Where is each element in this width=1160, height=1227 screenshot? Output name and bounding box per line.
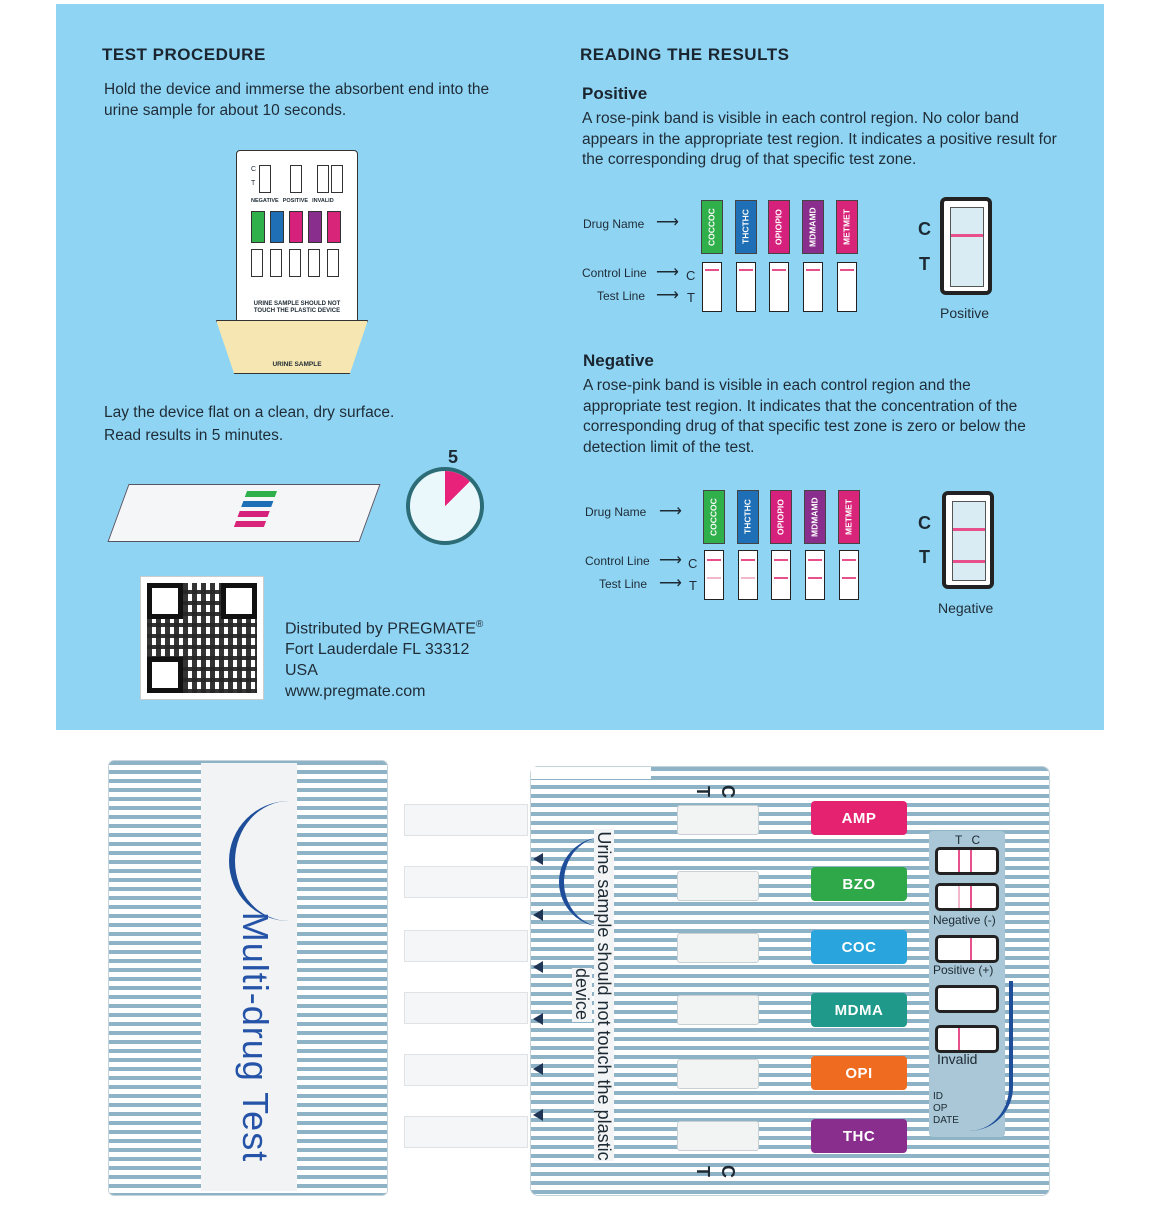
absorbent-strip-5 — [404, 1054, 528, 1086]
test-band — [707, 577, 721, 579]
neg-test-arrow-icon: ⟶ — [659, 575, 682, 592]
key-negative-cassette-1 — [935, 847, 999, 875]
pos-test-arrow-icon: ⟶ — [656, 287, 679, 304]
distributor-block — [285, 614, 483, 702]
pos-c-letter: C — [686, 268, 696, 283]
pos-drug-tag-2: THCTHC — [735, 200, 757, 254]
timer-sector — [410, 471, 480, 541]
result-window-4 — [677, 995, 759, 1025]
key-negative-label: Negative (-) — [933, 913, 996, 927]
distributor-website[interactable]: www.pregmate.com — [285, 683, 426, 701]
dip-arrow-icon — [533, 961, 543, 973]
neg-control-band — [953, 528, 985, 531]
device-drug-2 — [270, 211, 284, 243]
dip-arrow-icon — [533, 1109, 543, 1121]
neg-well-2 — [738, 550, 758, 600]
key-positive-cassette — [935, 935, 999, 963]
flat-drug-2 — [241, 501, 273, 507]
key-id-block — [933, 1091, 959, 1127]
pos-drug-tag-4: MDMAMD — [802, 200, 824, 254]
cassette-body — [530, 766, 1050, 1196]
results-title: READING THE RESULTS — [580, 45, 790, 64]
device-window-4 — [308, 249, 320, 277]
device-illustration — [236, 150, 358, 328]
absorbent-strip-3 — [404, 930, 528, 962]
device-window-5 — [327, 249, 339, 277]
cassette-cap — [108, 760, 388, 1196]
body-c-top: C — [718, 785, 738, 798]
instruction-card — [56, 4, 1104, 730]
pos-drug-tag-5: METMET — [836, 200, 858, 254]
neg-control-label: Control Line — [585, 554, 650, 568]
drug-tag-mdma: MDMA — [811, 993, 907, 1027]
distributor-line1: Distributed by PREGMATE — [285, 620, 476, 638]
pos-test-label: Test Line — [597, 289, 646, 303]
result-window-2 — [677, 871, 759, 901]
device-legend — [251, 198, 351, 204]
pos-big-c: C — [918, 219, 931, 239]
pos-big-t: T — [919, 254, 930, 274]
key-swoosh-icon — [969, 981, 1013, 1131]
procedure-title: TEST PROCEDURE — [102, 45, 266, 64]
control-band — [772, 269, 786, 271]
positive-text: A rose-pink band is visible in each control region. No color band appears in the appropriate test region. It indicates a positive result for the corresponding drug of that specific test zone. — [582, 110, 1057, 168]
control-band — [840, 269, 854, 271]
neg-big-t: T — [919, 547, 930, 567]
body-t-top: T — [693, 786, 713, 797]
drug-tag-bzo: BZO — [811, 867, 907, 901]
distributor-line3: USA — [285, 662, 318, 680]
neg-test-band — [953, 560, 985, 563]
flat-drug-1 — [245, 491, 277, 497]
cup-label: URINE SAMPLE — [272, 361, 322, 368]
pos-well-3 — [769, 262, 789, 312]
key-positive-label: Positive (+) — [933, 963, 994, 977]
result-window-5 — [677, 1059, 759, 1089]
test-band — [808, 577, 822, 579]
neg-drug-tag-1: COCCOC — [703, 490, 725, 544]
legend-invalid-window-1 — [317, 165, 329, 193]
control-band — [806, 269, 820, 271]
neg-well-3 — [771, 550, 791, 600]
pos-well-5 — [837, 262, 857, 312]
control-band — [842, 559, 856, 561]
dip-arrow-icon — [533, 1013, 543, 1025]
drug-tag-thc: THC — [811, 1119, 907, 1153]
pos-well-2 — [736, 262, 756, 312]
body-c-bottom: C — [718, 1165, 738, 1178]
key-band — [958, 850, 960, 872]
neg-cassette-window — [942, 491, 994, 589]
device-warning: URINE SAMPLE SHOULD NOT TOUCH THE PLASTIC DEVICE — [253, 301, 341, 314]
neg-drug-arrow-icon: ⟶ — [659, 503, 682, 520]
key-negative-cassette-2 — [935, 883, 999, 911]
device-window-1 — [251, 249, 263, 277]
negative-text: A rose-pink band is visible in each control region and the appropriate test region. It indicates that the concentration of the corresponding drug of that specific test zone is zero or below the detection limit of the test. — [583, 377, 1026, 456]
pos-well-4 — [803, 262, 823, 312]
test-band — [774, 577, 788, 579]
key-band — [958, 1028, 960, 1050]
result-window-6 — [677, 1121, 759, 1151]
neg-test-label: Test Line — [599, 577, 648, 591]
test-band — [842, 577, 856, 579]
legend-positive-window — [290, 165, 302, 193]
pos-control-label: Control Line — [582, 266, 647, 280]
dip-arrow-icon — [533, 853, 543, 865]
absorbent-strip-2 — [404, 866, 528, 898]
pos-window-inner — [950, 207, 984, 287]
cassette-warning — [571, 825, 615, 1165]
flat-drug-4 — [234, 521, 266, 527]
key-tc: T C — [955, 833, 984, 847]
key-band — [970, 850, 972, 872]
device-drug-1 — [251, 211, 265, 243]
pos-well-1 — [702, 262, 722, 312]
registered-mark: ® — [475, 619, 484, 630]
neg-drug-name-label: Drug Name — [585, 505, 647, 519]
legend-negative-window — [259, 165, 271, 193]
key-invalid-label: Invalid — [937, 1051, 978, 1067]
result-key-panel — [929, 831, 1005, 1137]
control-band — [808, 559, 822, 561]
legend-invalid-window-2 — [331, 165, 343, 193]
neg-well-4 — [805, 550, 825, 600]
qr-finder-top-left — [147, 583, 183, 619]
pos-control-band — [951, 234, 983, 237]
legend-negative: NEGATIVE — [251, 198, 279, 204]
key-band — [970, 938, 972, 960]
neg-well-5 — [839, 550, 859, 600]
pos-cassette-window — [940, 197, 992, 295]
device-window-2 — [270, 249, 282, 277]
flat-drug-3 — [238, 511, 270, 517]
qr-finder-top-right — [221, 583, 257, 619]
cassette-title — [234, 847, 276, 1227]
neg-c-letter: C — [688, 556, 698, 571]
control-band — [707, 559, 721, 561]
qr-finder-bottom-left — [147, 657, 183, 693]
pos-drug-arrow-icon: ⟶ — [656, 214, 679, 231]
device-drug-4 — [308, 211, 322, 243]
absorbent-strip-1 — [404, 804, 528, 836]
pos-control-arrow-icon: ⟶ — [656, 264, 679, 281]
key-date: DATE — [933, 1115, 959, 1126]
control-band — [739, 269, 753, 271]
qr-code[interactable] — [140, 576, 264, 700]
procedure-step2-line1: Lay the device flat on a clean, dry surface. — [104, 404, 395, 421]
positive-heading: Positive — [582, 84, 648, 103]
cassette-title-text: Multi-drug Test — [235, 911, 276, 1163]
result-window-1 — [677, 805, 759, 835]
timer-minutes: 5 — [448, 447, 459, 467]
body-notch — [531, 767, 651, 779]
procedure-step2-line2: Read results in 5 minutes. — [104, 427, 284, 444]
pos-drug-tag-3: OPIOPIO — [768, 200, 790, 254]
control-band — [705, 269, 719, 271]
device-drug-5 — [327, 211, 341, 243]
cassette-warning-text: Urine sample should not touch the plastic device — [572, 831, 614, 1161]
device-t: T — [251, 180, 256, 187]
neg-caption: Negative — [938, 600, 994, 616]
pos-drug-tag-1: COCCOC — [701, 200, 723, 254]
key-band — [958, 886, 960, 908]
negative-heading: Negative — [583, 351, 654, 370]
procedure-step1: Hold the device and immerse the absorbent end into the urine sample for about 10 seconds. — [104, 81, 490, 119]
distributor-line2: Fort Lauderdale FL 33312 — [285, 641, 470, 659]
neg-t-letter: T — [689, 578, 697, 593]
body-t-bottom: T — [693, 1166, 713, 1177]
control-band — [774, 559, 788, 561]
drug-tag-opi: OPI — [811, 1056, 907, 1090]
neg-well-1 — [704, 550, 724, 600]
dip-arrow-icon — [533, 909, 543, 921]
key-op: OP — [933, 1103, 948, 1114]
device-drug-3 — [289, 211, 303, 243]
neg-drug-tag-3: OPIOPIO — [770, 490, 792, 544]
pos-t-letter: T — [687, 290, 695, 305]
neg-drug-tag-2: THCTHC — [737, 490, 759, 544]
neg-drug-tag-5: METMET — [838, 490, 860, 544]
neg-window-inner — [952, 501, 986, 581]
test-band — [741, 577, 755, 579]
key-band — [970, 886, 972, 908]
legend-positive: POSITIVE — [282, 198, 309, 204]
pos-caption: Positive — [940, 305, 990, 321]
key-id: ID — [933, 1091, 943, 1102]
device-c: C — [251, 166, 257, 173]
device-window-3 — [289, 249, 301, 277]
result-window-3 — [677, 933, 759, 963]
dip-arrow-icon — [533, 1063, 543, 1075]
flat-device-illustration — [107, 484, 380, 542]
drug-tag-coc: COC — [811, 930, 907, 964]
absorbent-strip-4 — [404, 992, 528, 1024]
timer-icon — [406, 467, 484, 545]
absorbent-strip-6 — [404, 1116, 528, 1148]
pos-drug-name-label: Drug Name — [583, 217, 645, 231]
drug-tag-amp: AMP — [811, 801, 907, 835]
neg-big-c: C — [918, 513, 931, 533]
neg-control-arrow-icon: ⟶ — [659, 552, 682, 569]
legend-invalid: INVALID — [312, 198, 334, 204]
control-band — [741, 559, 755, 561]
neg-drug-tag-4: MDMAMD — [804, 490, 826, 544]
